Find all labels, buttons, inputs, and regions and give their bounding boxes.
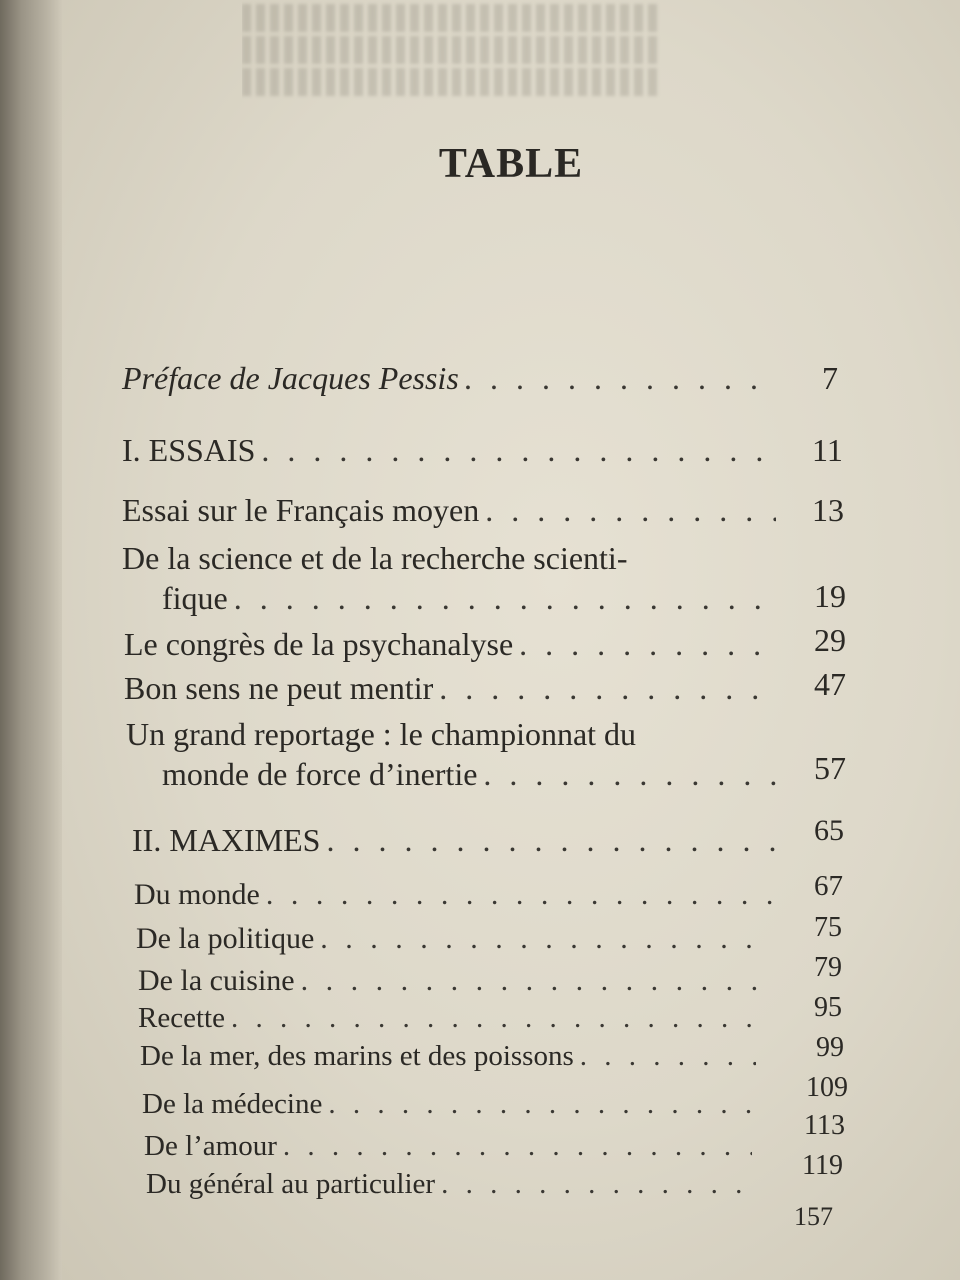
toc-entry xyxy=(122,492,782,529)
page-number: 157 xyxy=(794,1202,833,1231)
toc-entry-label: Bon sens ne peut mentir xyxy=(124,670,434,706)
toc-entry-label: De la politique xyxy=(136,922,315,955)
toc-entry-label-line1: Un grand reportage : le championnat du xyxy=(126,716,637,752)
toc-entry-label: Essai sur le Français moyen xyxy=(122,492,480,528)
toc-entry xyxy=(140,1040,762,1073)
toc-entry-label: fique xyxy=(162,580,228,616)
leader-dots xyxy=(485,492,776,529)
leader-dots xyxy=(301,964,762,998)
leader-dots xyxy=(231,1002,756,1035)
toc-entry-label: De l’amour xyxy=(144,1130,277,1162)
toc-entry xyxy=(138,1002,762,1035)
toc-entry-page: 57 xyxy=(814,750,846,786)
toc-entry-label: monde de force d’inertie xyxy=(162,756,478,792)
toc-entry xyxy=(138,964,768,998)
leader-dots xyxy=(439,670,776,707)
toc-entry xyxy=(144,1130,758,1163)
toc-entry-label: Préface de Jacques Pessis xyxy=(122,360,459,396)
toc-entry-label: De la médecine xyxy=(142,1088,323,1120)
leader-dots xyxy=(580,1040,756,1073)
book-spine-shadow xyxy=(0,0,62,1280)
toc-entry-label: De la cuisine xyxy=(138,964,295,997)
toc-entry-page: 29 xyxy=(814,622,846,658)
leader-dots xyxy=(441,1168,750,1201)
leader-dots xyxy=(266,878,774,912)
toc-entry-page: 95 xyxy=(814,992,842,1023)
toc-entry-preface xyxy=(122,360,782,397)
leader-dots xyxy=(328,1088,756,1121)
toc-entry-page: 47 xyxy=(814,666,846,702)
toc-entry-label: Du monde xyxy=(134,878,260,911)
toc-entry-page: 19 xyxy=(814,578,846,614)
toc-entry-page: 7 xyxy=(822,360,838,396)
toc-entry-label: Du général au particulier xyxy=(146,1168,436,1200)
toc-section-maximes xyxy=(132,822,782,859)
show-through-text xyxy=(242,0,662,120)
toc-entry xyxy=(162,580,782,617)
toc-entry-page: 109 xyxy=(806,1072,848,1103)
leader-dots xyxy=(261,432,776,469)
leader-dots xyxy=(519,626,776,663)
toc-entry xyxy=(136,922,766,956)
toc-entry-label-line1: De la science et de la recherche scienti- xyxy=(122,540,628,576)
toc-entry-label: De la mer, des marins et des poissons xyxy=(140,1040,574,1072)
leader-dots xyxy=(283,1130,752,1163)
leader-dots xyxy=(465,360,776,397)
toc-entry-page: 79 xyxy=(814,952,842,983)
toc-entry-page: 119 xyxy=(802,1150,843,1181)
toc-entry-page: 11 xyxy=(812,432,843,468)
leader-dots xyxy=(483,756,776,793)
page-title: TABLE xyxy=(438,141,584,187)
leader-dots xyxy=(326,822,776,859)
toc-entry xyxy=(124,670,782,707)
toc-entry-label: Le congrès de la psychanalyse xyxy=(124,626,514,662)
toc-entry xyxy=(162,756,782,793)
toc-entry xyxy=(142,1088,762,1121)
toc-entry-label: I. ESSAIS xyxy=(122,432,256,468)
leader-dots xyxy=(234,580,776,617)
toc-entry-page: 13 xyxy=(812,492,844,528)
toc-entry xyxy=(146,1168,756,1201)
toc-entry xyxy=(134,878,780,912)
toc-entry-page: 75 xyxy=(814,912,842,943)
leader-dots xyxy=(320,922,760,956)
toc-entry xyxy=(124,626,782,663)
toc-entry-label: II. MAXIMES xyxy=(132,822,321,858)
toc-entry-page: 113 xyxy=(804,1110,845,1141)
toc-entry-label: Recette xyxy=(138,1002,225,1034)
toc-entry-page: 65 xyxy=(814,814,844,847)
toc-entry-page: 67 xyxy=(814,870,843,902)
toc-entry-page: 99 xyxy=(816,1032,844,1063)
toc-section-essais xyxy=(122,432,782,469)
